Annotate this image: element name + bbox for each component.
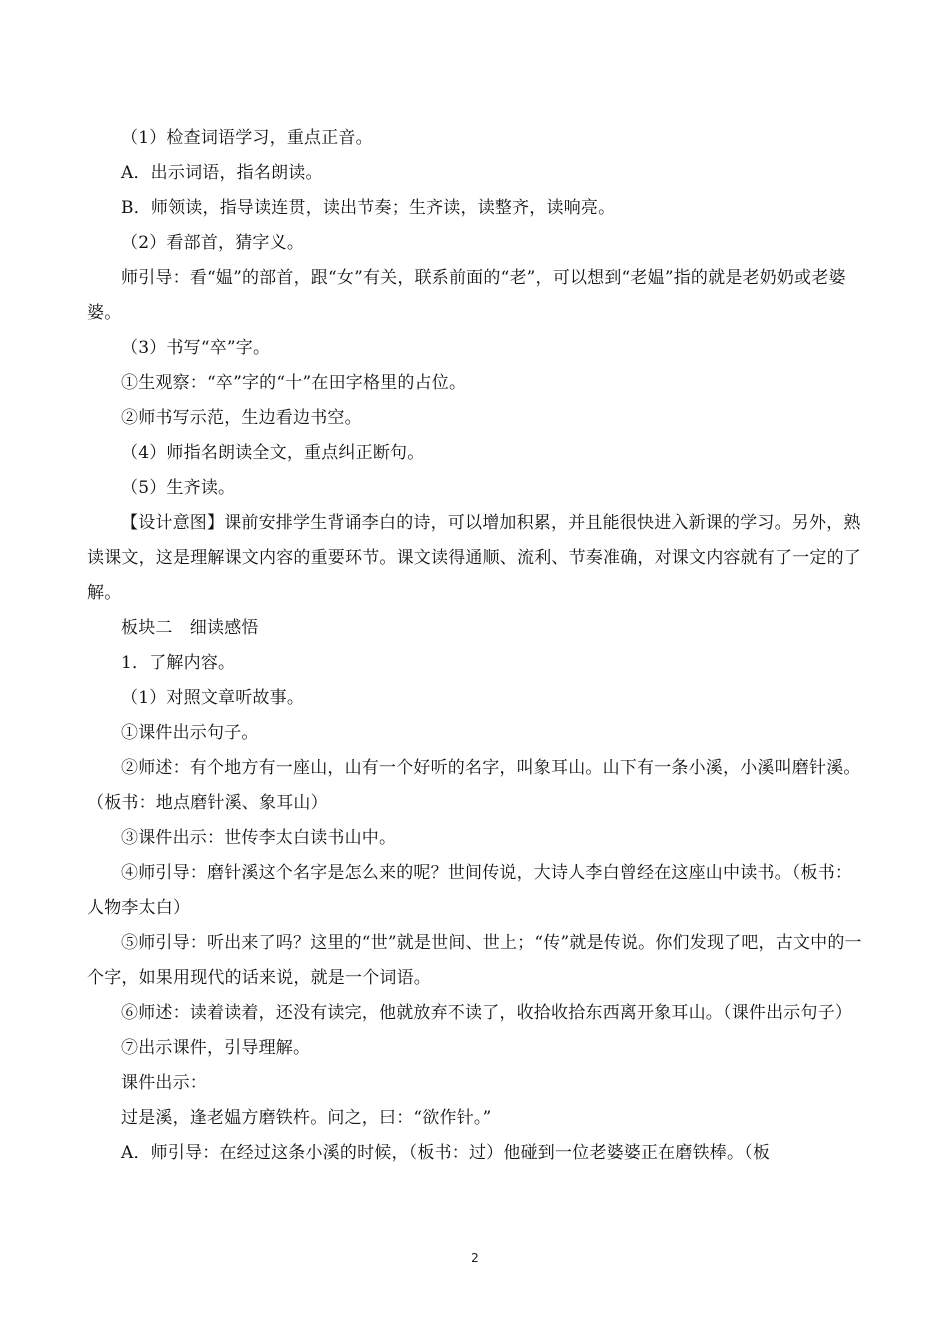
paragraph-2: A．出示词语，指名朗读。 <box>121 163 323 183</box>
paragraph-10: （5）生齐读。 <box>121 478 236 498</box>
paragraph-3: B．师领读，指导读连贯，读出节奏；生齐读，读整齐，读响亮。 <box>121 198 616 218</box>
document-body <box>87 121 867 1171</box>
paragraph-19: ⑤师引导：听出来了吗？这里的“世”就是世间、世上；“传”就是传说。你们发现了吧，古文中的一个字，如果用现代的话来说，就是一个词语。 <box>87 933 862 988</box>
paragraph-12: 板块二 细读感悟 <box>121 618 259 638</box>
paragraph-23: 过是溪，逢老媪方磨铁杵。问之，曰：“欲作针。” <box>121 1108 492 1128</box>
paragraph-5: 师引导：看“媪”的部首，跟“女”有关，联系前面的“老”，可以想到“老媪”指的就是老奶奶或老婆婆。 <box>87 268 846 323</box>
paragraph-21: ⑦出示课件，引导理解。 <box>121 1038 311 1058</box>
paragraph-8: ②师书写示范，生边看边书空。 <box>121 408 362 428</box>
paragraph-1: （1）检查词语学习，重点正音。 <box>121 128 373 148</box>
paragraph-22: 课件出示： <box>121 1073 207 1093</box>
paragraph-17: ③课件出示：世传李太白读书山中。 <box>121 828 397 848</box>
page-number: 2 <box>471 1251 479 1265</box>
paragraph-9: （4）师指名朗读全文，重点纠正断句。 <box>121 443 425 463</box>
paragraph-24: A．师引导：在经过这条小溪的时候，（板书：过）他碰到一位老婆婆正在磨铁棒。（板 <box>121 1143 771 1163</box>
paragraph-15: ①课件出示句子。 <box>121 723 259 743</box>
paragraph-20: ⑥师述：读着读着，还没有读完，他就放弃不读了，收拾收拾东西离开象耳山。（课件出示句子） <box>121 1003 853 1023</box>
paragraph-18: ④师引导：磨针溪这个名字是怎么来的呢？世间传说，大诗人李白曾经在这座山中读书。（板书：人物李太白） <box>87 863 853 918</box>
paragraph-11: 【设计意图】课前安排学生背诵李白的诗，可以增加积累，并且能很快进入新课的学习。另外，熟读课文，这是理解课文内容的重要环节。课文读得通顺、流利、节奏准确，对课文内容就有了一定的了解。 <box>87 513 861 603</box>
paragraph-16: ②师述：有个地方有一座山，山有一个好听的名字，叫象耳山。山下有一条小溪，小溪叫磨针溪。（板书：地点磨针溪、象耳山） <box>87 758 861 813</box>
paragraph-14: （1）对照文章听故事。 <box>121 688 305 708</box>
paragraph-6: （3）书写“卒”字。 <box>121 338 271 358</box>
paragraph-13: 1．了解内容。 <box>121 653 236 673</box>
paragraph-4: （2）看部首，猜字义。 <box>121 233 305 253</box>
paragraph-7: ①生观察：“卒”字的“十”在田字格里的占位。 <box>121 373 467 393</box>
